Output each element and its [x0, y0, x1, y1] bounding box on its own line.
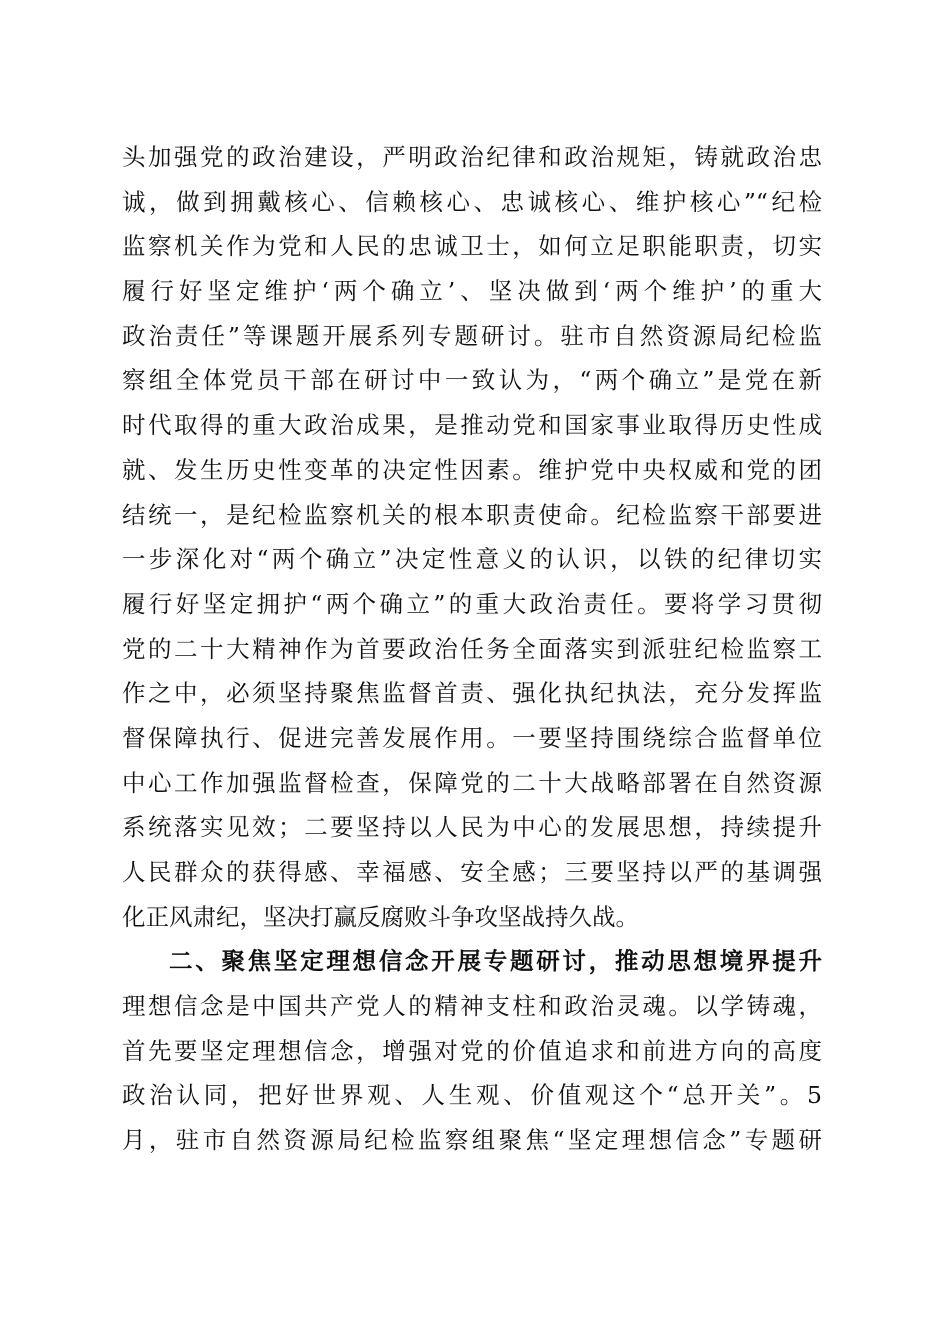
text-line: 政治认同，把好世界观、人生观、价值观这个“总开关”。5	[122, 1081, 822, 1110]
text-line: 政治责任”等课题开展系列专题研讨。驻市自然资源局纪检监	[122, 321, 822, 350]
text-line: 人民群众的获得感、幸福感、安全感；三要坚持以严的基调强	[122, 858, 822, 886]
text-line: 头加强党的政治建设，严明政治纪律和政治规矩，铸就政治忠	[122, 143, 822, 171]
text-line: 督保障执行、促进完善发展作用。一要坚持围绕综合监督单位	[122, 723, 822, 752]
text-line: 履行好坚定维护‘两个确立’、坚决做到‘两个维护’的重大	[122, 277, 822, 306]
text-line: 月，驻市自然资源局纪检监察组聚焦“坚定理想信念”专题研	[122, 1126, 822, 1155]
text-line: 结统一，是纪检监察机关的根本职责使命。纪检监察干部要进	[122, 500, 822, 529]
text-line: 作之中，必须坚持聚焦监督首责、强化执纪执法，充分发挥监	[122, 679, 822, 708]
text-line: 察组全体党员干部在研讨中一致认为，“两个确立”是党在新	[122, 366, 822, 395]
section-heading: 二、聚焦坚定理想信念开展专题研讨，推动思想境界提升	[169, 947, 822, 976]
body-text	[122, 135, 822, 1163]
text-line: 履行好坚定拥护“两个确立”的重大政治责任。要将学习贯彻	[122, 589, 822, 618]
text-line: 诚，做到拥戴核心、信赖核心、忠诚核心、维护核心”“纪检	[122, 187, 822, 216]
text-line: 化正风肃纪，坚决打赢反腐败斗争攻坚战持久战。	[122, 902, 639, 931]
text-line: 就、发生历史性变革的决定性因素。维护党中央权威和党的团	[122, 455, 822, 484]
text-line: 中心工作加强监督检查，保障党的二十大战略部署在自然资源	[122, 768, 822, 797]
text-line: 时代取得的重大政治成果，是推动党和国家事业取得历史性成	[122, 411, 822, 440]
text-line: 一步深化对“两个确立”决定性意义的认识，以铁的纪律切实	[122, 545, 822, 574]
text-line: 监察机关作为党和人民的忠诚卫士，如何立足职能职责，切实	[122, 232, 822, 261]
text-line: 党的二十大精神作为首要政治任务全面落实到派驻纪检监察工	[122, 634, 822, 663]
text-line: 首先要坚定理想信念，增强对党的价值追求和前进方向的高度	[122, 1036, 822, 1065]
text-line: 系统落实见效；二要坚持以人民为中心的发展思想，持续提升	[122, 813, 822, 842]
text-line: 理想信念是中国共产党人的精神支柱和政治灵魂。以学铸魂，	[122, 992, 822, 1021]
